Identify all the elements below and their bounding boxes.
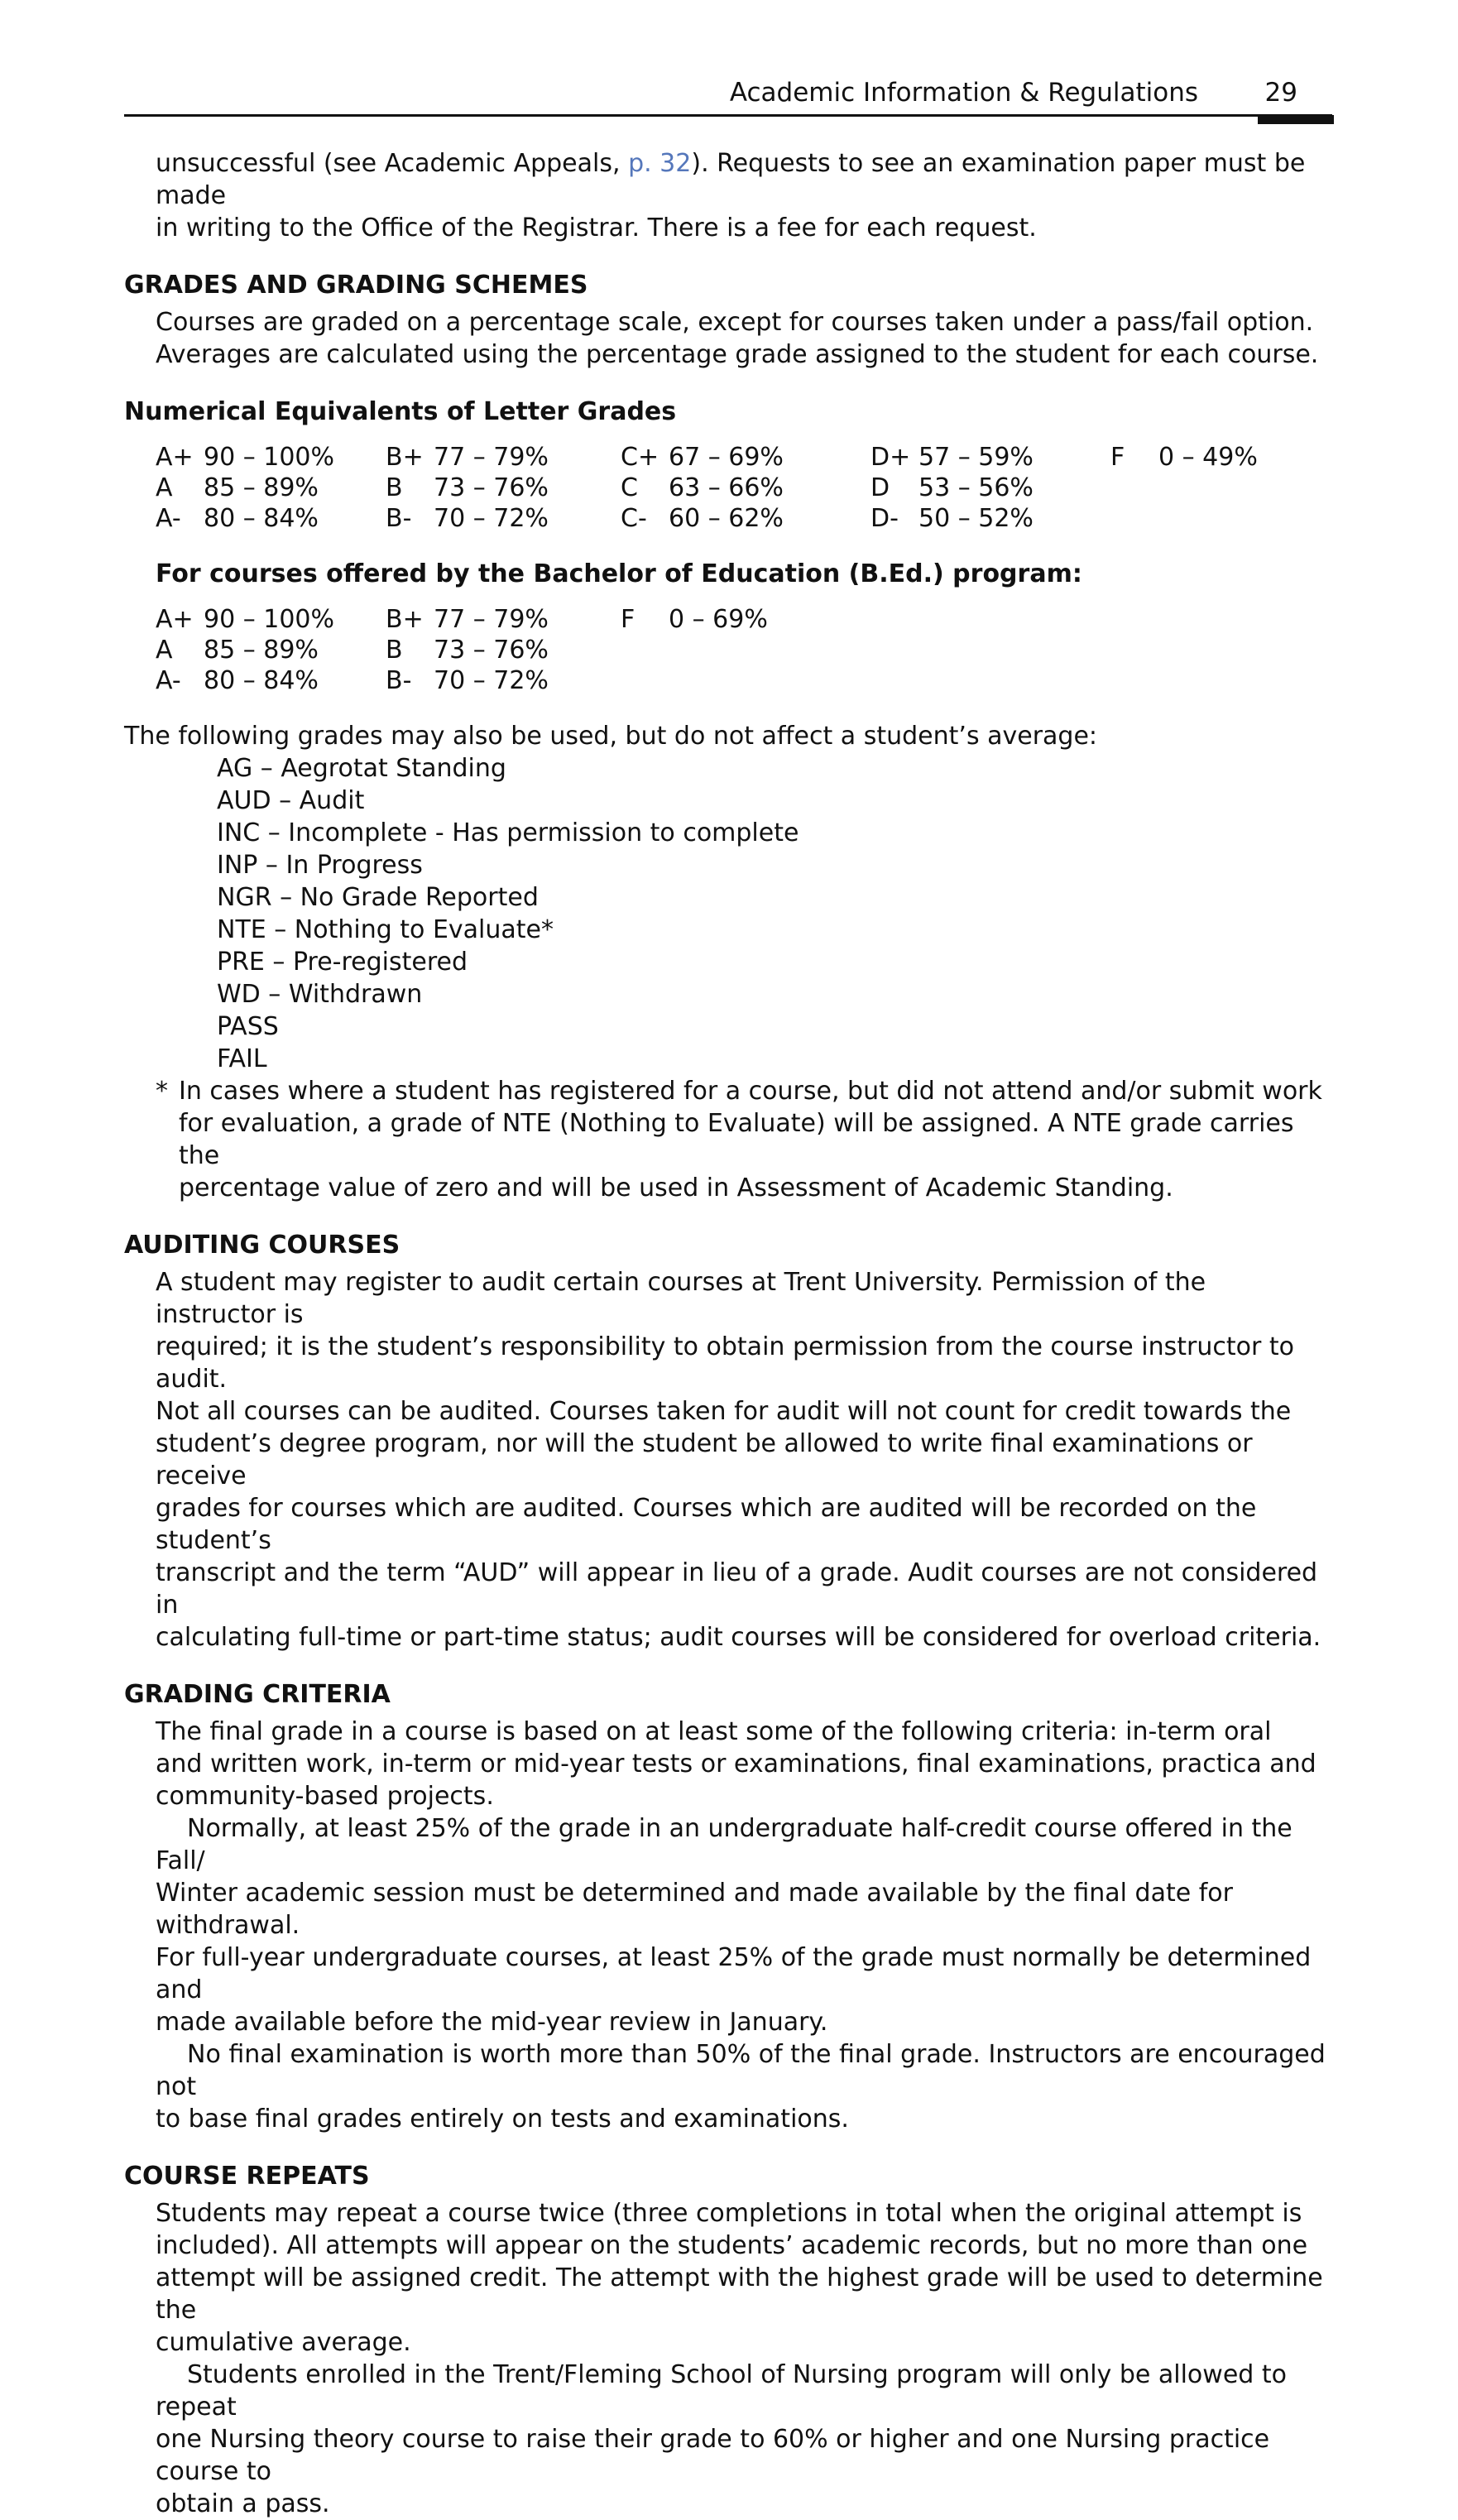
letter-grade: B- bbox=[386, 504, 412, 533]
criteria-line: The final grade in a course is based on at least some of the following criteria: in-term oral bbox=[156, 1717, 1272, 1746]
grade-row bbox=[156, 634, 1332, 665]
grade-cell bbox=[386, 665, 621, 695]
grade-range: 73 – 76% bbox=[434, 636, 549, 665]
intro-paragraph bbox=[124, 147, 1332, 244]
letter-grade: B- bbox=[386, 666, 412, 695]
other-grade-item: AUD – Audit bbox=[217, 786, 365, 815]
other-grade-item: WD – Withdrawn bbox=[217, 980, 423, 1009]
grade-range: 63 – 66% bbox=[669, 473, 784, 502]
criteria-line: For full-year undergraduate courses, at least 25% of the grade must normally be determined and bbox=[156, 1943, 1312, 2004]
criteria-paragraph-1 bbox=[156, 1716, 1332, 1812]
grade-cell bbox=[621, 472, 870, 502]
letter-grade: C bbox=[621, 473, 638, 502]
letter-grade: C- bbox=[621, 504, 647, 533]
repeats-section bbox=[124, 2197, 1332, 2520]
auditing-line: student’s degree program, nor will the student be allowed to write final examinations or receive bbox=[156, 1429, 1253, 1490]
letter-grade-table bbox=[124, 441, 1332, 533]
grades-intro bbox=[124, 306, 1332, 371]
grades-heading: GRADES AND GRADING SCHEMES bbox=[124, 271, 588, 300]
grade-row bbox=[156, 665, 1332, 695]
page-content bbox=[124, 147, 1332, 2520]
other-grade-item: NTE – Nothing to Evaluate* bbox=[217, 915, 554, 944]
other-grade-item: PRE – Pre-registered bbox=[217, 948, 468, 977]
footnote-text bbox=[156, 1075, 1332, 1204]
grade-row bbox=[156, 603, 1332, 634]
page-number: 29 bbox=[1264, 78, 1297, 108]
grade-range: 77 – 79% bbox=[434, 605, 549, 634]
grade-cell bbox=[386, 472, 621, 502]
repeats-line: Students enrolled in the Trent/Fleming School of Nursing program will only be allowed to repeat bbox=[156, 2360, 1287, 2422]
auditing-line: A student may register to audit certain courses at Trent University. Permission of the instructor is bbox=[156, 1268, 1206, 1329]
footnote-line: percentage value of zero and will be used in Assessment of Academic Standing. bbox=[179, 1174, 1173, 1202]
intro-text-after: ). Requests to see an examination paper must be made bbox=[156, 149, 1306, 210]
grade-range: 70 – 72% bbox=[434, 504, 549, 533]
grade-cell bbox=[156, 634, 386, 665]
auditing-line: transcript and the term “AUD” will appear in lieu of a grade. Audit courses are not considered in bbox=[156, 1558, 1318, 1620]
other-grade-item: INC – Incomplete - Has permission to complete bbox=[217, 818, 799, 847]
grade-range: 73 – 76% bbox=[434, 473, 549, 502]
letter-grade: A+ bbox=[156, 605, 194, 634]
letter-grade: B+ bbox=[386, 443, 424, 472]
footnote-marker: * bbox=[156, 1077, 168, 1106]
other-grades-list bbox=[124, 752, 1332, 1075]
other-grade-item: NGR – No Grade Reported bbox=[217, 883, 539, 912]
letter-grade: D+ bbox=[870, 443, 911, 472]
repeats-line: cumulative average. bbox=[156, 2328, 411, 2357]
grade-range: 53 – 56% bbox=[918, 473, 1034, 502]
auditing-heading: AUDITING COURSES bbox=[124, 1231, 400, 1260]
grade-cell bbox=[156, 472, 386, 502]
grade-cell bbox=[621, 502, 870, 533]
nte-footnote bbox=[124, 1075, 1332, 1204]
letter-grade: F bbox=[1110, 443, 1125, 472]
grade-range: 77 – 79% bbox=[434, 443, 549, 472]
intro-text-before: unsuccessful (see Academic Appeals, bbox=[156, 149, 629, 178]
grade-range: 90 – 100% bbox=[204, 605, 335, 634]
grade-cell bbox=[621, 441, 870, 472]
footnote-line: In cases where a student has registered for a course, but did not attend and/or submit work bbox=[179, 1077, 1322, 1106]
grade-cell bbox=[156, 441, 386, 472]
grade-cell bbox=[870, 441, 1110, 472]
criteria-line: No final examination is worth more than 50% of the final grade. Instructors are encouraged not bbox=[156, 2040, 1326, 2101]
grade-range: 85 – 89% bbox=[204, 636, 319, 665]
header-tab-bar bbox=[1258, 115, 1334, 124]
criteria-line: and written work, in-term or mid-year tests or examinations, final examinations, practica and bbox=[156, 1750, 1317, 1778]
criteria-paragraph-2 bbox=[156, 1812, 1332, 2038]
auditing-line: calculating full-time or part-time status; audit courses will be considered for overload criteria. bbox=[156, 1623, 1321, 1652]
grade-range: 85 – 89% bbox=[204, 473, 319, 502]
grade-range: 50 – 52% bbox=[918, 504, 1034, 533]
repeats-heading: COURSE REPEATS bbox=[124, 2162, 370, 2191]
grade-range: 67 – 69% bbox=[669, 443, 784, 472]
grade-cell bbox=[870, 472, 1110, 502]
grade-cell bbox=[386, 441, 621, 472]
other-grade-item: INP – In Progress bbox=[217, 851, 423, 880]
grade-cell bbox=[386, 603, 621, 634]
auditing-paragraph bbox=[124, 1266, 1332, 1654]
criteria-line: Normally, at least 25% of the grade in an undergraduate half-credit course offered in the Fall/ bbox=[156, 1814, 1293, 1875]
grade-cell bbox=[156, 603, 386, 634]
criteria-line: Winter academic session must be determined and made available by the final date for withdrawal. bbox=[156, 1879, 1233, 1940]
criteria-line: community-based projects. bbox=[156, 1782, 494, 1811]
letter-grade: F bbox=[621, 605, 635, 634]
grade-range: 60 – 62% bbox=[669, 504, 784, 533]
repeats-paragraph-2 bbox=[156, 2359, 1332, 2520]
repeats-line: one Nursing theory course to raise their grade to 60% or higher and one Nursing practice course to bbox=[156, 2425, 1270, 2486]
footnote-line: for evaluation, a grade of NTE (Nothing to Evaluate) will be assigned. A NTE grade carries the bbox=[179, 1109, 1294, 1170]
auditing-line: Not all courses can be audited. Courses taken for audit will not count for credit towards the bbox=[156, 1397, 1292, 1426]
grade-cell bbox=[386, 634, 621, 665]
grade-cell bbox=[156, 665, 386, 695]
criteria-line: to base final grades entirely on tests and examinations. bbox=[156, 2105, 849, 2134]
letter-grade: D bbox=[870, 473, 890, 502]
letter-grades-subheading: Numerical Equivalents of Letter Grades bbox=[124, 397, 677, 426]
grade-range: 80 – 84% bbox=[204, 666, 319, 695]
auditing-line: required; it is the student’s responsibility to obtain permission from the course instructor to audit. bbox=[156, 1332, 1294, 1394]
grade-range: 90 – 100% bbox=[204, 443, 335, 472]
repeats-paragraph-1 bbox=[156, 2197, 1332, 2359]
letter-grade: D- bbox=[870, 504, 899, 533]
grade-cell bbox=[870, 502, 1110, 533]
header-title: Academic Information & Regulations bbox=[729, 78, 1198, 108]
grade-range: 70 – 72% bbox=[434, 666, 549, 695]
grade-cell bbox=[621, 603, 870, 634]
letter-grade: A- bbox=[156, 504, 181, 533]
letter-grade: A- bbox=[156, 666, 181, 695]
grade-row bbox=[156, 502, 1332, 533]
letter-grade: A bbox=[156, 636, 173, 665]
letter-grade: A bbox=[156, 473, 173, 502]
grade-range: 80 – 84% bbox=[204, 504, 319, 533]
repeats-line: obtain a pass. bbox=[156, 2489, 330, 2518]
letter-grade: B+ bbox=[386, 605, 424, 634]
criteria-section bbox=[124, 1716, 1332, 2135]
grades-line-1: Courses are graded on a percentage scale, except for courses taken under a pass/fail option. bbox=[156, 308, 1314, 337]
letter-grade: B bbox=[386, 473, 403, 502]
grade-row bbox=[156, 441, 1332, 472]
bed-subheading: For courses offered by the Bachelor of Education (B.Ed.) program: bbox=[156, 559, 1082, 588]
criteria-line: made available before the mid-year review in January. bbox=[156, 2008, 828, 2037]
repeats-line: Students may repeat a course twice (three completions in total when the original attempt is bbox=[156, 2199, 1302, 2228]
auditing-line: grades for courses which are audited. Courses which are audited will be recorded on the student’s bbox=[156, 1494, 1257, 1555]
grade-range: 0 – 69% bbox=[669, 605, 768, 634]
grade-range: 0 – 49% bbox=[1158, 443, 1258, 472]
grade-row bbox=[156, 472, 1332, 502]
letter-grade: A+ bbox=[156, 443, 194, 472]
academic-appeals-link[interactable]: p. 32 bbox=[628, 149, 692, 178]
grades-line-2: Averages are calculated using the percentage grade assigned to the student for each course. bbox=[156, 340, 1319, 369]
other-grade-item: PASS bbox=[217, 1012, 279, 1041]
letter-grade: C+ bbox=[621, 443, 659, 472]
other-grades-intro: The following grades may also be used, but do not affect a student’s average: bbox=[124, 722, 1098, 751]
grade-range: 57 – 59% bbox=[918, 443, 1034, 472]
criteria-heading: GRADING CRITERIA bbox=[124, 1680, 391, 1709]
intro-line-2: in writing to the Office of the Registrar. There is a fee for each request. bbox=[156, 214, 1037, 242]
bed-grade-table bbox=[124, 603, 1332, 695]
repeats-line: included). All attempts will appear on the students’ academic records, but no more than one bbox=[156, 2231, 1308, 2260]
repeats-line: attempt will be assigned credit. The attempt with the highest grade will be used to determine the bbox=[156, 2263, 1323, 2325]
running-header bbox=[124, 73, 1332, 117]
letter-grade: B bbox=[386, 636, 403, 665]
other-grade-item: FAIL bbox=[217, 1044, 267, 1073]
criteria-paragraph-3 bbox=[156, 2038, 1332, 2135]
grade-cell bbox=[386, 502, 621, 533]
grade-cell bbox=[156, 502, 386, 533]
grade-cell bbox=[1110, 441, 1258, 472]
other-grade-item: AG – Aegrotat Standing bbox=[217, 754, 506, 783]
intro-line-1 bbox=[156, 147, 1332, 212]
